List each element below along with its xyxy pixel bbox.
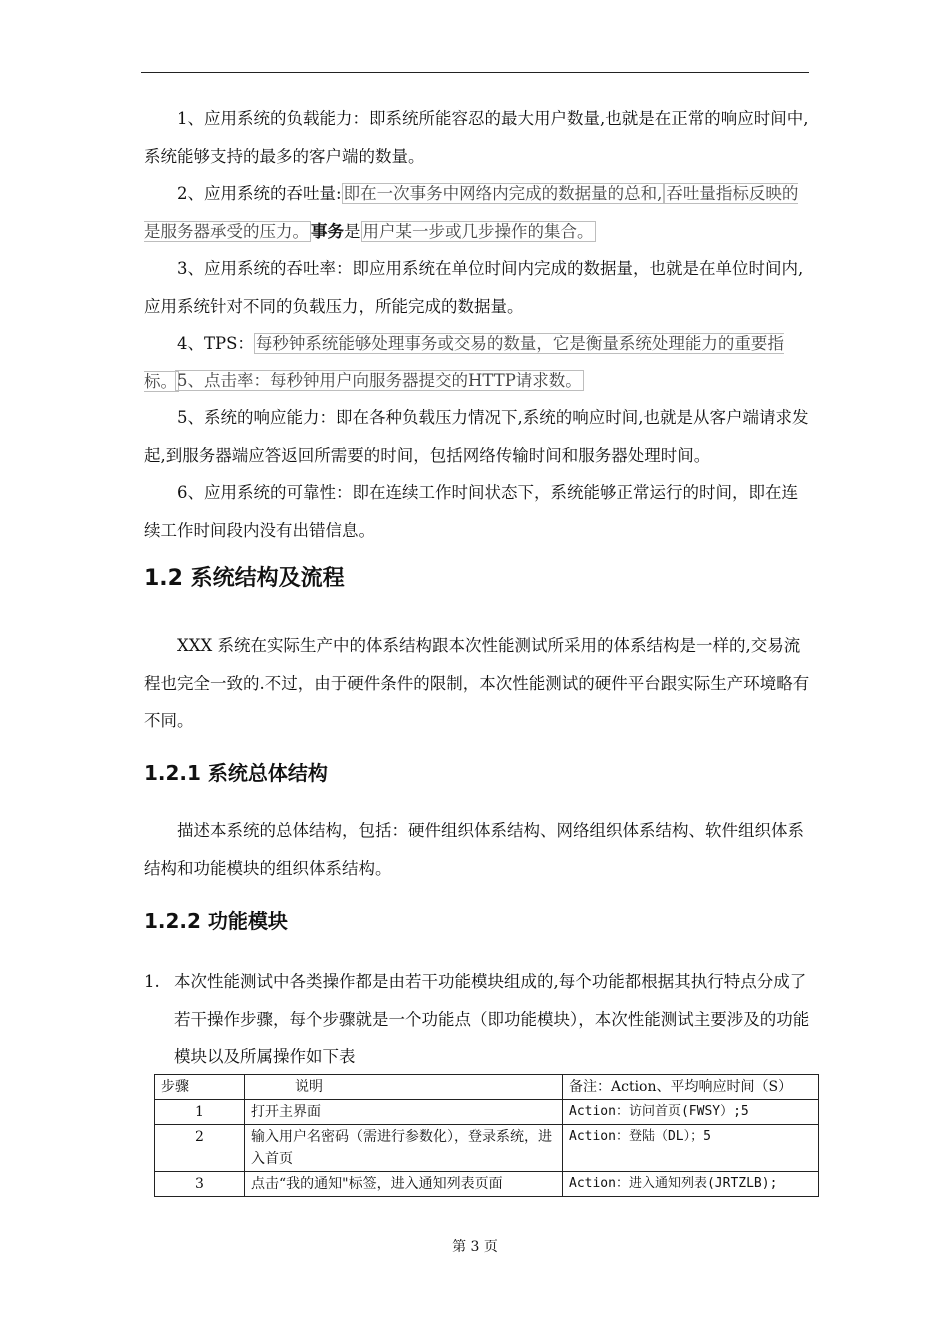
header-rule <box>141 72 809 73</box>
header-remark: 备注：Action、平均响应时间（S） <box>563 1075 819 1100</box>
table-row <box>155 1125 819 1172</box>
section-heading-1-2: 1.2 系统结构及流程 <box>144 566 345 591</box>
cell-description: 输入用户名密码（需进行参数化），登录系统，进入首页 <box>245 1125 563 1172</box>
numbered-list-item <box>144 963 810 1076</box>
cell-description: 打开主界面 <box>245 1100 563 1125</box>
item-2-bold-term: 事务 <box>311 221 344 241</box>
section-heading-1-2-1: 1.2.1 系统总体结构 <box>144 761 328 785</box>
table-header-row <box>155 1075 819 1100</box>
cell-remark: Action：登陆（DL）；5 <box>563 1125 819 1172</box>
item-2-transaction: 用户某一步或几步操作的集合。 <box>362 221 594 241</box>
item-2-pressure: 吞吐量指标反映的是服务器承受的压力。 <box>144 184 799 241</box>
item-4-prefix: 4、TPS： <box>177 334 254 353</box>
header-step: 步骤 <box>155 1075 245 1100</box>
function-module-table <box>154 1074 819 1197</box>
cell-remark: Action：进入通知列表(JRTZLB); <box>563 1172 819 1197</box>
item-5a <box>144 362 810 400</box>
section-heading-1-2-2: 1.2.2 功能模块 <box>144 909 288 933</box>
cell-step: 3 <box>155 1172 245 1197</box>
item-6: 6、应用系统的可靠性：即在连续工作时间状态下，系统能够正常运行的时间，即在连续工作时间段内没有出错信息。 <box>144 483 798 540</box>
cell-step: 1 <box>155 1100 245 1125</box>
item-2-prefix: 2、应用系统的吞吐量: <box>177 184 342 203</box>
item-5: 5、系统的响应能力：即在各种负载压力情况下,系统的响应时间,也就是从客户端请求发起,到服务器端应答返回所需要的时间，包括网络传输时间和服务器处理时间。 <box>144 408 809 465</box>
header-description: 说明 <box>245 1075 563 1100</box>
table-row <box>155 1100 819 1125</box>
cell-description: 点击“我的通知"标签，进入通知列表页面 <box>245 1172 563 1197</box>
item-3: 3、应用系统的吞吐率：即应用系统在单位时间内完成的数据量，也就是在单位时间内,应用系统针对不同的负载压力，所能完成的数据量。 <box>144 259 804 316</box>
page-number: 第 3 页 <box>452 1239 498 1255</box>
table-row <box>155 1172 819 1197</box>
section-1-2-1-body: 描述本系统的总体结构，包括：硬件组织体系结构、网络组织体系结构、软件组织体系结构和功能模块的组织体系结构。 <box>144 821 804 878</box>
item-4-definition: 每秒钟系统能够处理事务或交易的数量，它是衡量系统处理能力的重要指标。 <box>144 334 784 391</box>
item-1: 1、应用系统的负载能力：即系统所能容忍的最大用户数量,也就是在正常的响应时间中,系统能够支持的最多的客户端的数量。 <box>144 109 809 166</box>
list-number: 1. <box>144 972 160 991</box>
item-2-definition: 即在一次事务中网络内完成的数据量的总和, <box>343 184 663 203</box>
cell-remark: Action：访问首页(FWSY）;5 <box>563 1100 819 1125</box>
section-1-2-body: XXX 系统在实际生产中的体系结构跟本次性能测试所采用的体系结构是一样的,交易流程也完全一致的.不过，由于硬件条件的限制，本次性能测试的硬件平台跟实际生产环境略有不同。 <box>144 636 810 730</box>
item-2 <box>144 175 810 250</box>
list-text: 本次性能测试中各类操作都是由若干功能模块组成的,每个功能都根据其执行特点分成了若干操作步骤，每个步骤就是一个功能点（即功能模块），本次性能测试主要涉及的功能模块以及所属操作如下表 <box>174 972 810 1066</box>
cell-step: 2 <box>155 1125 245 1172</box>
item-2-is: 是 <box>344 221 361 241</box>
item-5a-text: 5、点击率：每秒钟用户向服务器提交的HTTP请求数。 <box>177 371 582 390</box>
